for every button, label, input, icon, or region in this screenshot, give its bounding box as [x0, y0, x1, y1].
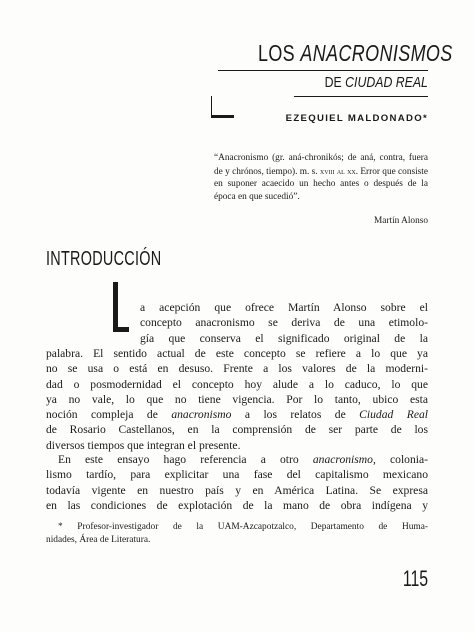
epigraph-source: Martín Alonso	[374, 216, 428, 226]
emphasis-anacronismo: anacronismo	[171, 408, 232, 422]
title-rule	[218, 70, 428, 71]
section-heading: INTRODUCCIÓN	[46, 248, 162, 270]
body-line: dad o posmodernidad el concepto hoy alude a lo caduco, lo que	[46, 377, 428, 391]
subtitle-prefix: DE	[324, 74, 342, 91]
text-run: a los relatos de	[231, 408, 360, 422]
body-line: concepto anacronismo se deriva de una etimolo-	[140, 316, 428, 330]
epigraph-line: contra, fuera de y chrónos, tiempo). m. s.	[214, 153, 428, 177]
author-name: EZEQUIEL MALDONADO*	[285, 113, 428, 124]
body-line: palabra. El sentido actual de este concepto se refiere a lo que ya	[46, 347, 428, 360]
body-line: no se usa o está en desuso. Frente a los valores de la moderni-	[46, 362, 428, 376]
paragraph-2	[46, 452, 428, 513]
epigraph-line: “Anacronismo (gr. aná-chronikós; de aná,	[214, 153, 376, 163]
body-line: a acepción que ofrece Martín Alonso sobre el	[140, 301, 428, 314]
footnote-line: nidades, Área de Literatura.	[46, 535, 151, 546]
body-line	[46, 452, 428, 467]
text-run: colonia-	[375, 453, 428, 466]
footnote-line: * Profesor-investigador de la UAM-Azcapotzalco, Departamento de Huma-	[58, 522, 428, 532]
page-number: 115	[402, 566, 428, 591]
paragraph-1	[46, 346, 428, 453]
subtitle-italic: CIUDAD REAL	[345, 74, 428, 91]
epigraph-line: acaecido un hecho antes o después de la	[261, 179, 428, 190]
article-subtitle	[325, 74, 428, 91]
body-line: en las condiciones de explotación de la mano de obra indígena y	[46, 498, 428, 512]
body-line	[46, 407, 428, 422]
title-italic: ANACRONISMOS	[300, 40, 453, 66]
footnote	[46, 521, 428, 548]
article-title	[257, 40, 453, 67]
epigraph-century-range: xviii al xx.	[319, 165, 359, 176]
paragraph-opening-lines	[140, 300, 428, 346]
body-line: todavía vigente en nuestro país y en América Latina. Se expresa	[46, 483, 428, 497]
body-line: diversos tiempos que integran el presente.	[46, 438, 241, 452]
author-bracket-ornament	[211, 96, 242, 118]
subtitle-rule	[294, 96, 428, 97]
epigraph-line: Error que consiste en suponer	[214, 166, 428, 190]
title-prefix: LOS	[257, 40, 296, 66]
body-line: gía que conserva el significado original de la	[140, 331, 428, 345]
emphasis-anacronismo: anacronismo,	[312, 453, 376, 466]
emphasis-ciudad-real: Ciudad Real	[359, 408, 428, 422]
epigraph	[214, 152, 428, 203]
text-run: En este ensayo hago referencia a otro	[58, 453, 313, 466]
epigraph-line: época en que sucedió”.	[214, 191, 300, 202]
body-line: de Rosario Castellanos, en la comprensión de ser parte de los	[46, 423, 428, 437]
body-line: lismo tardío, para explicitar una fase del capitalismo mexicano	[46, 468, 428, 482]
text-run: noción compleja de	[46, 408, 172, 422]
body-line: ya no vale, lo que no tiene vigencia. Por lo tanto, ubico esta	[46, 392, 428, 406]
drop-cap-l	[113, 282, 129, 332]
